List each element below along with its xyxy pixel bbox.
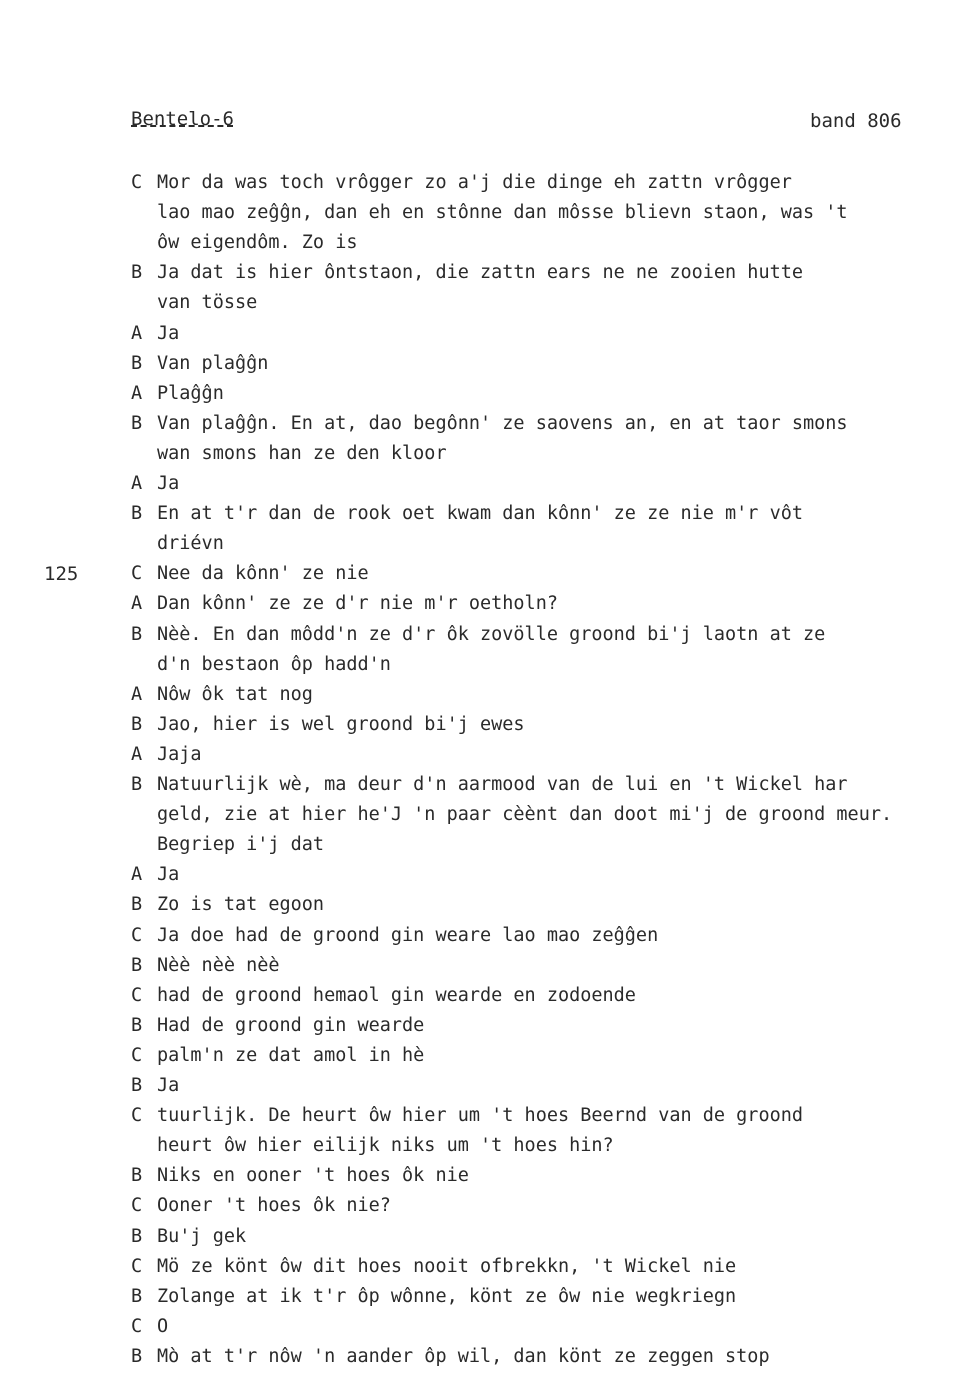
speaker-label: B <box>131 352 143 374</box>
speaker-label: B <box>131 412 143 434</box>
continuation-line: Begriep i'j dat <box>157 834 325 856</box>
line-number-marker: 125 <box>44 563 79 586</box>
speaker-line <box>131 1045 424 1066</box>
utterance-text: Niks en ooner 't hoes ôk nie <box>157 1165 469 1187</box>
continuation-line: heurt ôw hier eilijk niks um 't hoes hin? <box>157 1135 614 1157</box>
speaker-line <box>131 955 280 976</box>
utterance-text: Mor da was toch vrôgger zo a'j die dinge eh zattn vrôgger <box>157 172 792 193</box>
speaker-line <box>131 262 803 283</box>
continuation-line: driévn <box>157 533 224 555</box>
utterance-text: Ja <box>157 864 180 886</box>
speaker-label: C <box>131 1105 143 1127</box>
speaker-label: B <box>131 623 143 645</box>
utterance-text: Jaja <box>157 743 202 765</box>
utterance-text: Ooner 't hoes ôk nie? <box>157 1195 391 1217</box>
speaker-line <box>131 774 848 795</box>
speaker-label: B <box>131 1014 143 1036</box>
utterance-text: Ja <box>157 473 180 494</box>
speaker-label: B <box>131 1285 143 1307</box>
speaker-label: A <box>131 683 143 705</box>
speaker-line <box>131 894 324 915</box>
speaker-label: A <box>131 743 143 765</box>
speaker-line <box>131 985 636 1006</box>
speaker-label: B <box>131 713 143 735</box>
speaker-label: C <box>131 1044 143 1066</box>
utterance-text: Plaĝĝn <box>157 382 224 404</box>
speaker-line <box>131 714 525 735</box>
speaker-line <box>131 925 658 946</box>
speaker-line <box>131 1346 770 1367</box>
utterance-text: Bu'j gek <box>157 1225 247 1247</box>
speaker-line <box>131 1105 803 1126</box>
utterance-text: Nee da kônn' ze nie <box>157 563 369 585</box>
utterance-text: Natuurlijk wè, ma deur d'n aarmood van de lui en 't Wickel har <box>157 774 848 795</box>
speaker-label: C <box>131 1255 143 1277</box>
utterance-text: Zolange at ik t'r ôp wônne, könt ze ôw nie wegkriegn <box>157 1285 737 1307</box>
speaker-line <box>131 1256 736 1277</box>
speaker-label: C <box>131 1315 143 1337</box>
page-title: Bentelo-6 <box>131 108 234 130</box>
continuation-line: wan smons han ze den kloor <box>157 442 447 464</box>
speaker-line <box>131 323 179 344</box>
speaker-label: B <box>131 1165 143 1187</box>
speaker-line <box>131 1286 736 1307</box>
speaker-label: B <box>131 262 143 284</box>
speaker-line <box>131 1165 469 1186</box>
speaker-label: C <box>131 172 143 193</box>
utterance-text: Zo is tat egoon <box>157 894 325 916</box>
utterance-text: Van plaĝĝn. En at, dao begônn' ze saovens an, en at taor smons <box>157 412 848 434</box>
utterance-text: Van plaĝĝn <box>157 352 269 374</box>
speaker-label: A <box>131 382 143 404</box>
utterance-text: Mö ze könt ôw dit hoes nooit ofbrekkn, 't Wickel nie <box>157 1255 737 1277</box>
speaker-label: B <box>131 894 143 916</box>
utterance-text: tuurlijk. De heurt ôw hier um 't hoes Beernd van de groond <box>157 1105 804 1127</box>
speaker-line <box>131 503 803 524</box>
speaker-line <box>131 172 792 193</box>
utterance-text: palm'n ze dat amol in hè <box>157 1044 425 1066</box>
speaker-line <box>131 563 369 584</box>
speaker-line <box>131 744 202 765</box>
utterance-text: Dan kônn' ze ze d'r nie m'r oetholn? <box>157 593 558 615</box>
continuation-line: lao mao zeĝĝn, dan eh en stônne dan môsse blievn staon, was 't <box>157 202 848 224</box>
utterance-text: Ja doe had de groond gin weare lao mao zeĝĝen <box>157 924 659 946</box>
speaker-label: C <box>131 924 143 946</box>
speaker-label: A <box>131 322 143 344</box>
utterance-text: Mò at t'r nôw 'n aander ôp wil, dan könt ze zeggen stop <box>157 1345 770 1367</box>
continuation-line: d'n bestaon ôp hadd'n <box>157 653 391 675</box>
speaker-line <box>131 1015 424 1036</box>
speaker-label: C <box>131 563 143 585</box>
speaker-label: B <box>131 1075 143 1096</box>
utterance-text: En at t'r dan de rook oet kwam dan kônn' ze ze nie m'r vôt <box>157 503 804 525</box>
speaker-label: B <box>131 1225 143 1247</box>
speaker-line <box>131 1195 391 1216</box>
speaker-line <box>131 1226 246 1247</box>
continuation-line: van tösse <box>157 292 258 314</box>
utterance-text: Nèè. En dan môdd'n ze d'r ôk zovölle groond bi'j laotn at ze <box>157 623 826 645</box>
utterance-text: Ja dat is hier ôntstaon, die zattn ears ne ne zooien hutte <box>157 262 804 284</box>
speaker-line <box>131 1075 179 1096</box>
band-number: band 806 <box>810 110 902 132</box>
utterance-text: Ja <box>157 322 180 344</box>
speaker-label: A <box>131 864 143 886</box>
speaker-line <box>131 413 848 434</box>
utterance-text: Had de groond gin wearde <box>157 1014 425 1036</box>
speaker-label: B <box>131 774 143 795</box>
speaker-label: B <box>131 503 143 525</box>
speaker-label: C <box>131 984 143 1006</box>
utterance-text: Nôw ôk tat nog <box>157 683 313 705</box>
speaker-line <box>131 864 179 885</box>
speaker-line <box>131 684 313 705</box>
utterance-text: Ja <box>157 1075 180 1096</box>
speaker-label: C <box>131 1195 143 1217</box>
speaker-label: A <box>131 473 143 494</box>
utterance-text: Nèè nèè nèè <box>157 954 280 976</box>
speaker-line <box>131 473 179 494</box>
speaker-line <box>131 624 825 645</box>
utterance-text: O <box>157 1315 169 1337</box>
speaker-line <box>131 383 224 404</box>
speaker-line <box>131 1316 168 1337</box>
continuation-line: ôw eigendôm. Zo is <box>157 232 358 254</box>
continuation-line: geld, zie at hier he'J 'n paar cèènt dan doot mi'j de groond meur. <box>157 804 893 826</box>
speaker-line <box>131 593 558 614</box>
speaker-line <box>131 353 268 374</box>
speaker-label: A <box>131 593 143 615</box>
utterance-text: had de groond hemaol gin wearde en zodoende <box>157 984 636 1006</box>
utterance-text: Jao, hier is wel groond bi'j ewes <box>157 713 525 735</box>
speaker-label: B <box>131 1345 143 1367</box>
speaker-label: B <box>131 954 143 976</box>
